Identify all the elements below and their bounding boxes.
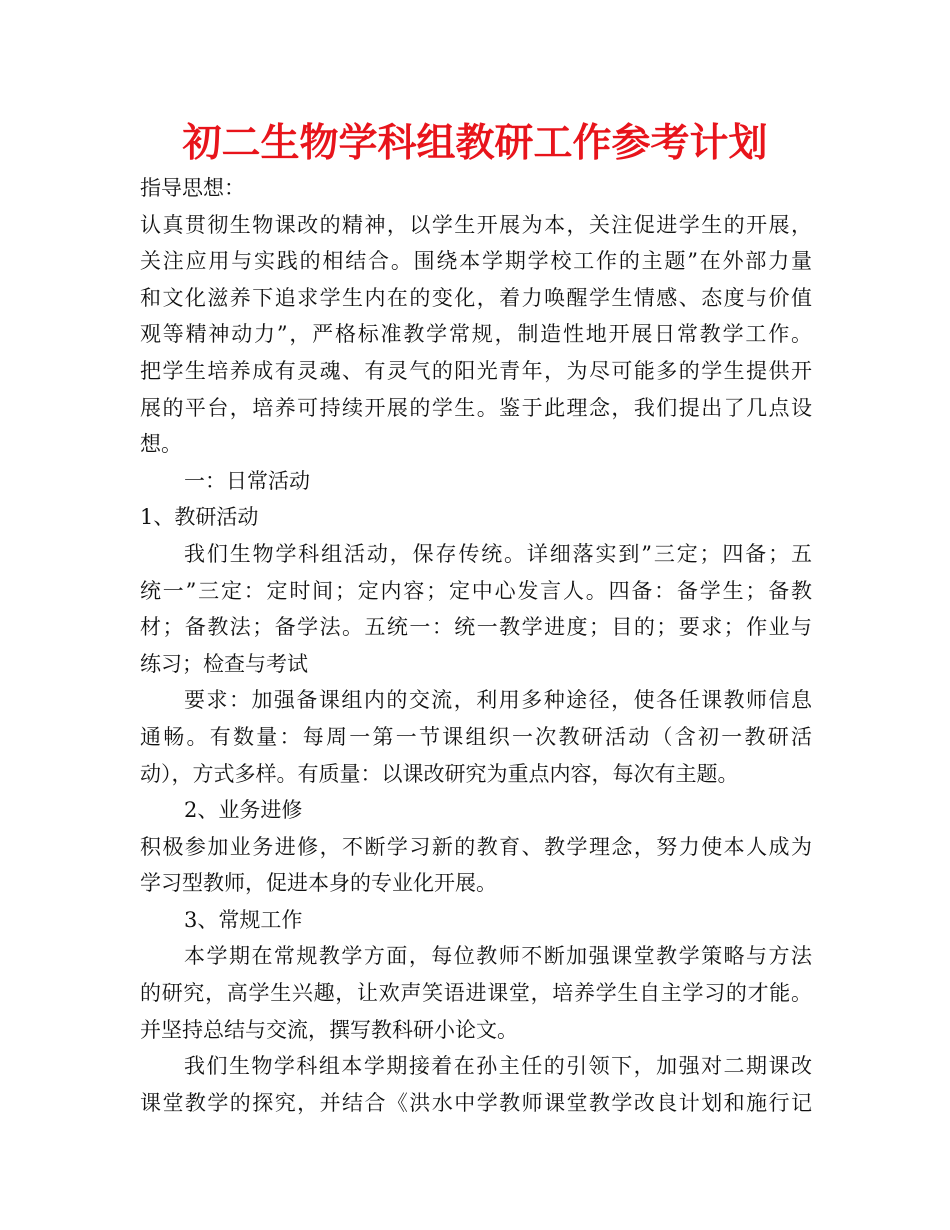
text-line: 想。 <box>140 432 182 457</box>
text-line: 我们生物学科组本学期接着在孙主任的引领下，加强对二期课改 <box>184 1054 812 1079</box>
text-line: 1、教研活动 <box>140 505 259 530</box>
text-line: 观等精神动力”，严格标准教学常规，制造性地开展日常教学工作。 <box>140 322 812 347</box>
document-body <box>140 170 812 1121</box>
text-line: 2、业务进修 <box>184 798 303 823</box>
document-title: 初二生物学科组教研工作参考计划 <box>182 121 768 166</box>
text-line: 3、常规工作 <box>184 907 303 932</box>
text-line: 和文化滋养下追求学生内在的变化，着力唤醒学生情感、态度与价值 <box>140 285 812 310</box>
text-line: 展的平台，培养可持续开展的学生。鉴于此理念，我们提出了几点设 <box>140 395 812 420</box>
text-line: 通畅。有数量：每周一第一节课组织一次教研活动（含初一教研活 <box>140 724 812 749</box>
text-line: 把学生培养成有灵魂、有灵气的阳光青年，为尽可能多的学生提供开 <box>140 358 812 383</box>
text-line: 课堂教学的探究，并结合《洪水中学教师课堂教学改良计划和施行记 <box>140 1090 812 1115</box>
text-line: 要求：加强备课组内的交流，利用多种途径，使各任课教师信息 <box>184 688 812 713</box>
text-line: 材；备教法；备学法。五统一：统一教学进度；目的；要求；作业与 <box>140 615 812 640</box>
text-line: 的研究，高学生兴趣，让欢声笑语进课堂，培养学生自主学习的才能。 <box>140 981 812 1006</box>
text-line: 关注应用与实践的相结合。围绕本学期学校工作的主题”在外部力量 <box>140 249 812 274</box>
text-line: 指导思想： <box>140 176 245 200</box>
text-line: 我们生物学科组活动，保存传统。详细落实到”三定；四备；五 <box>184 541 812 566</box>
text-line: 并坚持总结与交流，撰写教科研小论文。 <box>140 1017 518 1042</box>
text-line: 一：日常活动 <box>184 468 310 493</box>
text-line: 认真贯彻生物课改的精神，以学生开展为本，关注促进学生的开展， <box>140 212 812 237</box>
text-line: 动），方式多样。有质量：以课改研究为重点内容，每次有主题。 <box>140 761 739 786</box>
text-line: 积极参加业务进修，不断学习新的教育、教学理念，努力使本人成为 <box>140 834 812 859</box>
text-line: 统一”三定：定时间；定内容；定中心发言人。四备：备学生；备教 <box>140 578 812 603</box>
text-line: 练习；检查与考试 <box>140 651 308 676</box>
text-line: 学习型教师，促进本身的专业化开展。 <box>140 871 497 896</box>
text-line: 本学期在常规教学方面，每位教师不断加强课堂教学策略与方法 <box>184 944 812 969</box>
